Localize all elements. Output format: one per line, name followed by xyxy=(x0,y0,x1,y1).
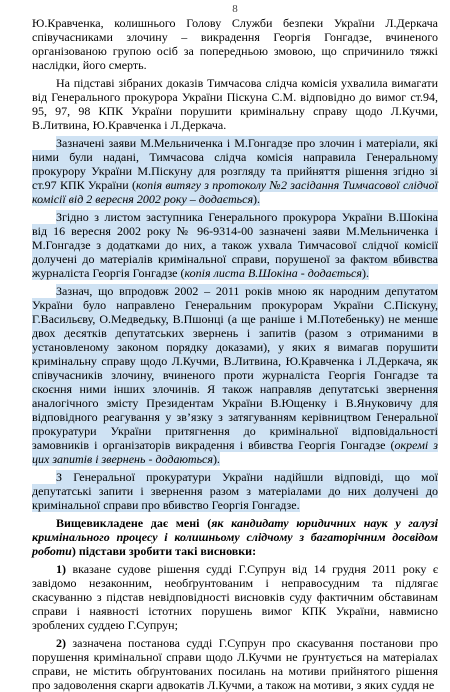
text-run: Зазнач, що впродовж 2002 – 2011 років мною як народним депутатом України було направлено Генеральним прокурорам України С.Піскуну, Г.Васильєву, О.Медведьку, В.Пшонці (а ще раніше і М.Потебеньку) не менше двох десятків депутатських звернень і запитів (разом з отриманими в установленому законом порядку доказами), у яких я вимагав порушити кримінальну справу щодо Л.Кучми, В.Литвина, Ю.Кравченка і Л.Деркача, як співучасників злочину, вчиненого проти журналіста Георгія Гонгадзе та скоєння ними інших злочинів. Я також направляв депутатські звернення аналогічного змісту Президентам України В.Ющенку і В.Януковичу для відповідного реагування у зв’язку з затягуванням керівництвом Генеральної прокуратури України притягнення до кримінальної відповідальності замовників і організаторів викрадення і вбивства Георгія Гонгадзе ( xyxy=(32,284,438,452)
text-run: вказане судове рішення судді Г.Супрун від 14 грудня 2011 року є завідомо незаконним, необґрунтованим і неправосудним та підлягає скасуванню з підстав невідповідності висновків суду фактичним обставинам справи і наявності істотних порушень вимог КПК України, навмисно зроблених суддею Г.Супрун; xyxy=(32,562,438,632)
text-run: 2) xyxy=(56,636,66,650)
paragraph xyxy=(32,284,438,466)
text-run: Зазначені заяви М.Мельниченка і М.Гонгадзе про злочин і матеріали, які ними були надані, Тимчасова слідча комісія направила Генеральному прокурору України М.Піскуну для розгляду та прийняття рішення згідно зі ст.97 КПК України ( xyxy=(32,136,438,192)
text-run: ). xyxy=(212,452,220,466)
text-run: Ю.Кравченка, колишнього Голову Служби безпеки України Л.Деркача співучасниками злочину – викрадення Георгія Гонгадзе, вчиненого організованою групою осіб за попередньою змовою, що спричинило тяжкі наслідки, його смерть. xyxy=(32,16,438,72)
page-number: 8 xyxy=(232,3,238,15)
text-run: З Генеральної прокуратури України надійшли відповіді, що мої депутатські запити і звернення разом з матеріалами до них долучені до кримінальної справи про вбивство Георгія Гонгадзе. xyxy=(32,470,438,512)
text-run: На підставі зібраних доказів Тимчасова слідча комісія ухвалила вимагати від Генерального прокурора України Піскуна С.М. відповідно до вимог ст.94, 95, 97, 98 КПК України порушити кримінальну справу щодо Л.Кучми, В.Литвина, Ю.Кравченка і Л.Деркача. xyxy=(32,76,438,132)
text-run: ) підстави зробити такі висновки: xyxy=(71,544,257,558)
paragraph-text xyxy=(32,516,438,558)
text-run: як кандидату юридичних наук у галузі кримінального процесу і колишньому слідчому з багаторічним досвідом роботи xyxy=(32,516,438,558)
highlighted-text xyxy=(32,210,438,280)
text-run: окремі з цих запитів і звернень - додаються xyxy=(32,438,438,466)
text-run: 1) xyxy=(56,562,66,576)
paragraph xyxy=(32,16,438,72)
paragraph-text xyxy=(32,76,438,132)
document-body xyxy=(32,16,438,692)
paragraph xyxy=(32,136,438,206)
text-run: ). xyxy=(361,266,369,280)
highlighted-text xyxy=(32,136,438,206)
highlighted-text xyxy=(32,470,438,512)
paragraph xyxy=(32,470,438,512)
paragraph-text xyxy=(32,16,438,72)
paragraph xyxy=(32,562,438,632)
highlighted-text xyxy=(32,284,438,466)
text-run: копія витягу з протоколу №2 засідання Тимчасової слідчої комісії від 2 вересня 2002 року – додається xyxy=(32,178,438,206)
text-run: Згідно з листом заступника Генерального прокурора України В.Шокіна від 16 вересня 2002 року № 96-9314-00 зазначені заяви М.Мельниченка і М.Гонгадзе з додатками до них, а також ухвала Тимчасової слідчої комісії долучені до матеріалів кримінальної справи, порушеної за фактом вбивства журналіста Георгія Гонгадзе ( xyxy=(32,210,438,280)
paragraph xyxy=(32,76,438,132)
text-run: копія листа В.Шокіна - додається xyxy=(184,266,362,280)
paragraph xyxy=(32,210,438,280)
text-run: зазначена постанова судді Г.Супрун про скасування постанови про порушення кримінальної справи щодо Л.Кучми не ґрунтується на матеріалах справи, не містить обґрунтованих посилань на мотиви прийнятого рішення про задоволення скарги адвокатів Л.Кучми, а також на мотиви, з яких суддя не xyxy=(32,636,438,692)
text-run: ). xyxy=(253,192,261,206)
text-run: Вищевикладене дає мені ( xyxy=(56,516,212,530)
paragraph-text xyxy=(32,562,438,632)
paragraph xyxy=(32,516,438,558)
